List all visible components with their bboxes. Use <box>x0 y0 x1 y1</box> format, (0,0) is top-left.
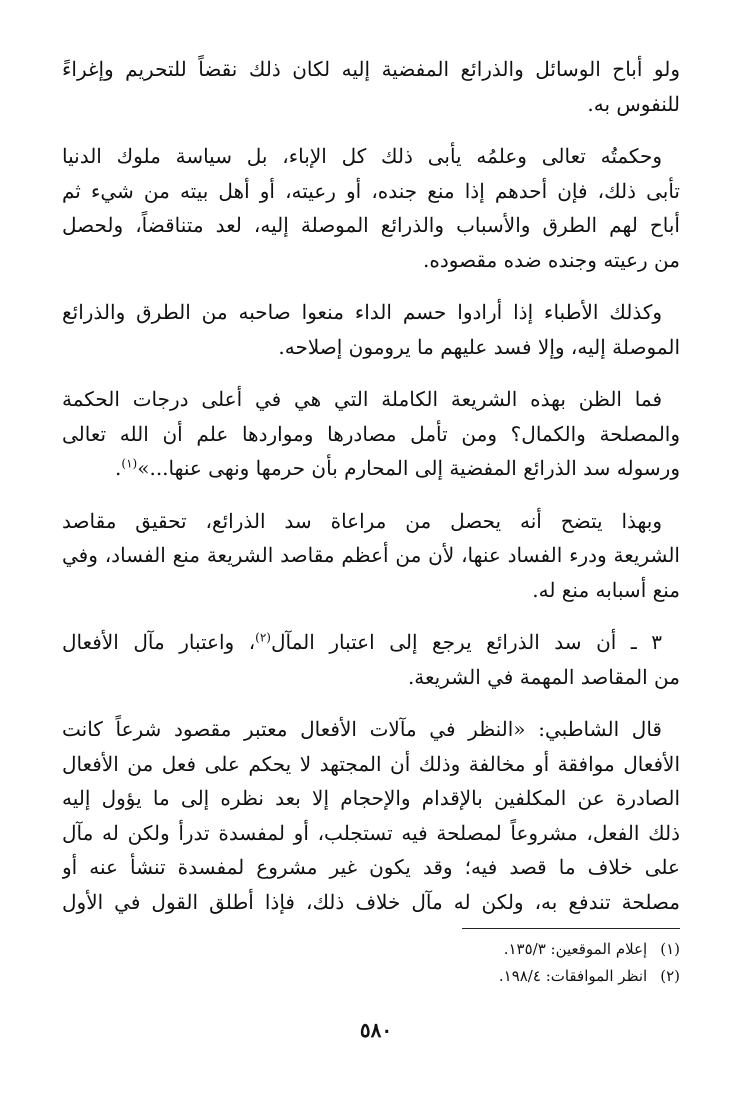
text-line: تأبى ذلك، فإن أحدهم إذا منع جنده، أو رعيته، أو أهل بيته من شيء ثم <box>62 178 680 203</box>
footnote-ref[interactable]: (١) <box>121 456 138 471</box>
text-line: من رعيته وجنده ضده مقصوده. <box>423 247 680 272</box>
text-line: ذلك الفعل، مشروعاً لمصلحة فيه تستجلب، أو لمفسدة تدرأ ولكن له مآل <box>62 820 680 845</box>
text-line: الشريعة ودرء الفساد عنها، لأن من أعظم مقاصد الشريعة منع الفساد، وفي <box>62 543 680 567</box>
page-number: ٥٨٠ <box>359 1018 393 1042</box>
footnote-number: (٢) <box>660 967 680 985</box>
text-line: والمصلحة والكمال؟ ومن تأمل مصادرها ومواردها علم أن الله تعالى <box>62 421 680 446</box>
footnote-item <box>280 963 680 990</box>
paragraph-1 <box>62 52 680 121</box>
text-line: وبهذا يتضح أنه يحصل من مراعاة سد الذرائع، تحقيق مقاصد <box>62 508 662 533</box>
text-line <box>62 451 680 486</box>
footnotes <box>280 936 680 990</box>
footnote-ref[interactable]: (٢) <box>255 630 271 645</box>
text-segment: ورسوله سد الذرائع المفضية إلى المحارم بأن حرمها ونهى عنها...» <box>137 456 680 480</box>
footnote-divider <box>462 928 680 929</box>
text-line: ولو أباح الوسائل والذرائع المفضية إليه لكان ذلك نقضاً للتحريم وإغراءً <box>62 57 680 81</box>
text-line: أباح لهم الطرق والأسباب والذرائع الموصلة إليه، لعد متناقضاً، ولحصل <box>62 213 680 237</box>
text-line: قال الشاطبي: «النظر في مآلات الأفعال معتبر مقصود شرعاً كانت <box>62 717 662 741</box>
page-body <box>62 52 680 937</box>
paragraph-2 <box>62 139 680 277</box>
text-segment: . <box>115 456 122 480</box>
footnote-text: انظر الموافقات: ١٩٨/٤. <box>498 967 648 985</box>
footnote-number: (١) <box>660 940 680 958</box>
text-line: الأفعال موافقة أو مخالفة وذلك أن المجتهد لا يحكم على فعل من الأفعال <box>62 751 680 776</box>
paragraph-7 <box>62 712 680 919</box>
paragraph-6 <box>62 625 680 694</box>
text-line: وكذلك الأطباء إذا أرادوا حسم الداء منعوا صاحبه من الطرق والذرائع <box>62 300 662 324</box>
text-line: الموصلة إليه، وإلا فسد عليهم ما يرومون إصلاحه. <box>278 334 680 359</box>
text-line: فما الظن بهذه الشريعة الكاملة التي هي في أعلى درجات الحكمة <box>62 387 662 411</box>
text-line <box>62 625 680 660</box>
footnote-item <box>280 936 680 963</box>
text-line: من المقاصد المهمة في الشريعة. <box>407 664 680 689</box>
text-line: على خلاف ما قصد فيه؛ وقد يكون غير مشروع لمفسدة تنشأ عنه أو <box>62 855 680 879</box>
text-line: منع أسبابه منع له. <box>532 577 680 602</box>
text-line: مصلحة تندفع به، ولكن له مآل خلاف ذلك، فإذا أطلق القول في الأول <box>62 889 680 914</box>
text-segment: ، واعتبار مآل الأفعال <box>62 630 256 654</box>
paragraph-4 <box>62 382 680 486</box>
text-line: للنفوس به. <box>587 91 680 116</box>
footnote-text: إعلام الموقعين: ١٣٥/٣. <box>503 940 648 958</box>
text-segment: ٣ ـ أن سد الذرائع يرجع إلى اعتبار المآل <box>270 630 662 654</box>
paragraph-5 <box>62 504 680 608</box>
paragraph-3 <box>62 295 680 364</box>
text-line: الصادرة عن المكلفين بالإقدام والإحجام إلا بعد نظره إلى ما يؤول إليه <box>62 786 680 810</box>
text-line: وحكمتُه تعالى وعلمُه يأبى ذلك كل الإباء، بل سياسة ملوك الدنيا <box>62 144 662 168</box>
